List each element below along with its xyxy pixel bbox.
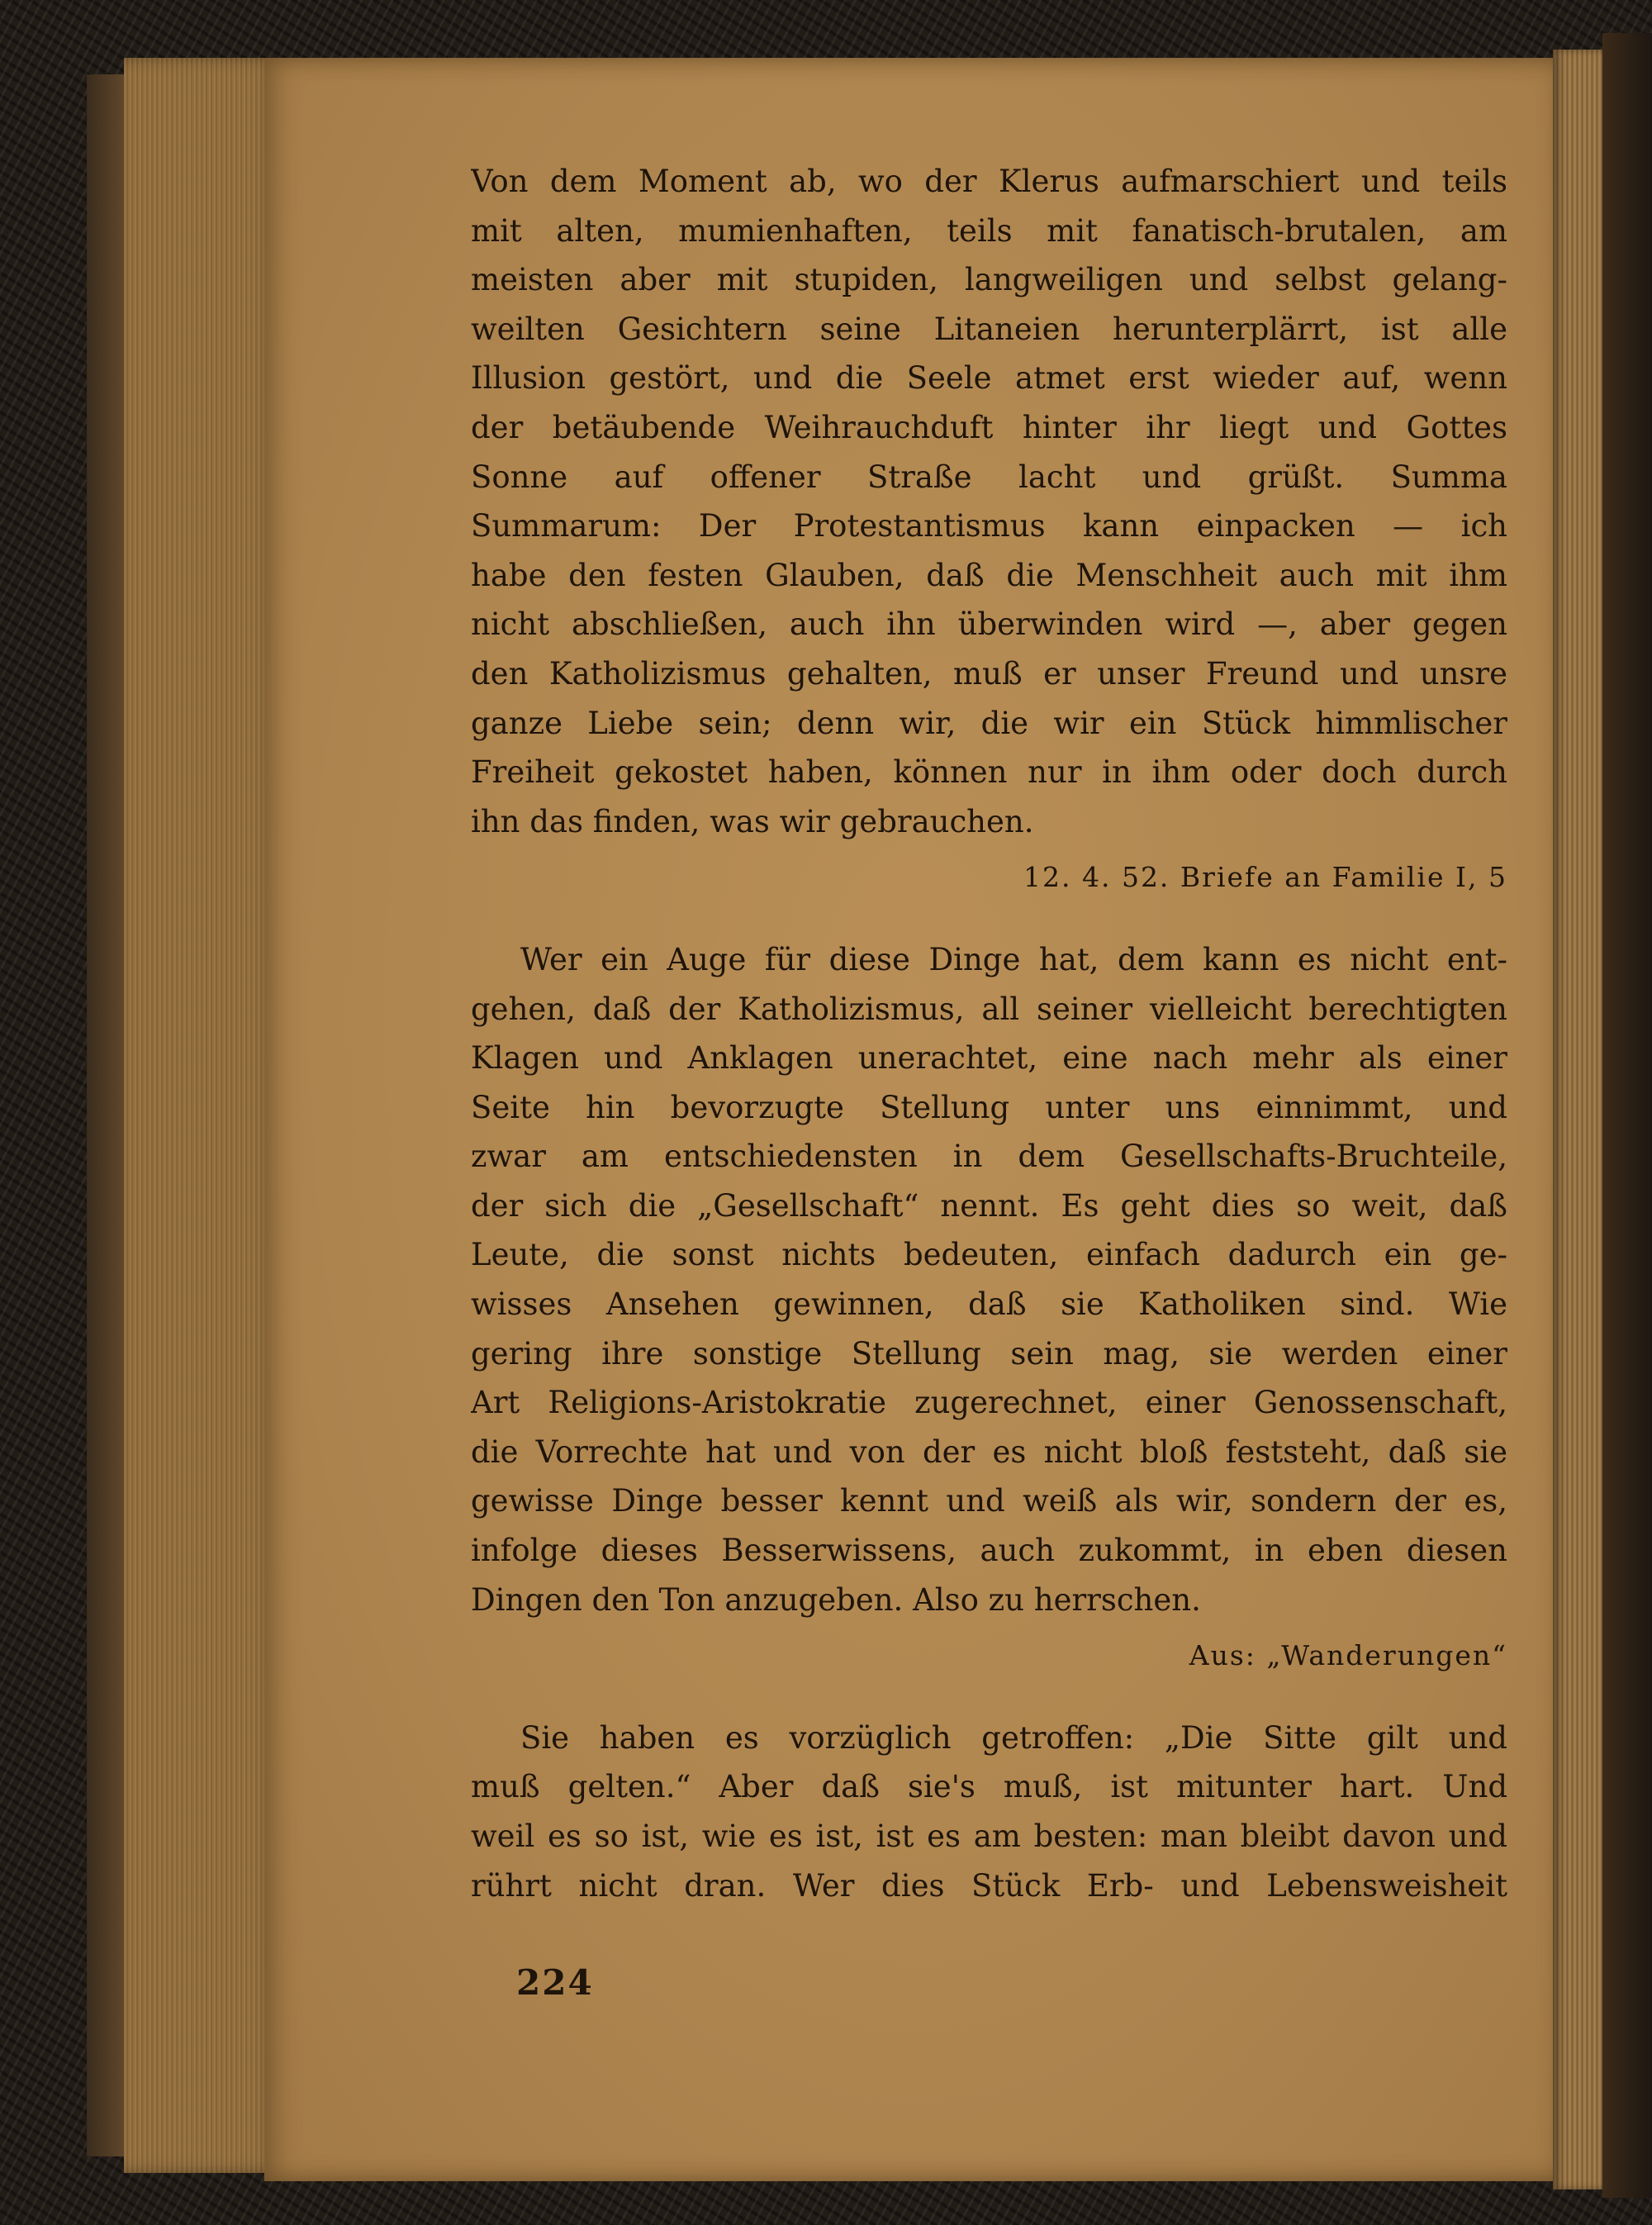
paragraph-2	[471, 935, 1507, 1624]
text-line: Sie haben es vorzüglich getroffen: „Die Sitte gilt und	[520, 1719, 1507, 1756]
text-line: Summarum: Der Protestantismus kann einpacken — ich	[471, 508, 1507, 544]
text-line: meisten aber mit stupiden, langweiligen und selbst gelang-	[471, 262, 1507, 298]
text-line: Klagen und Anklagen unerachtet, eine nach mehr als einer	[471, 1040, 1507, 1077]
page-text	[471, 157, 1507, 1910]
text-line: ihn das finden, was wir gebrauchen.	[471, 803, 1034, 839]
text-line: muß gelten.“ Aber daß sie's muß, ist mitunter hart. Und	[471, 1769, 1507, 1805]
page-edges-right	[1553, 50, 1602, 2189]
text-line: gewisse Dinge besser kennt und weiß als wir, sondern der es,	[471, 1483, 1507, 1519]
source-citation-1: 12. 4. 52. Briefe an Familie I, 5	[1023, 861, 1507, 894]
text-line: wisses Ansehen gewinnen, daß sie Katholiken sind. Wie	[471, 1286, 1507, 1323]
text-line: Von dem Moment ab, wo der Klerus aufmarschiert und teils	[471, 164, 1507, 199]
text-line: Leute, die sonst nichts bedeuten, einfach dadurch ein ge-	[471, 1237, 1507, 1273]
text-line: Freiheit gekostet haben, können nur in ihm oder doch durch	[471, 754, 1507, 791]
text-line: zwar am entschiedensten in dem Gesellschafts-Bruchteile,	[471, 1139, 1507, 1175]
book-cover-right	[1602, 33, 1652, 2198]
text-line: weil es so ist, wie es ist, ist es am besten: man bleibt davon und	[471, 1819, 1507, 1854]
text-line: die Vorrechte hat und von der es nicht bloß feststeht, daß sie	[471, 1433, 1507, 1470]
text-line: infolge dieses Besserwissens, auch zukommt, in eben diesen	[471, 1533, 1507, 1569]
page-edges-left	[124, 58, 281, 2173]
text-line: nicht abschließen, auch ihn überwinden wird —, aber gegen	[471, 606, 1507, 643]
text-line: Wer ein Auge für diese Dinge hat, dem kann es nicht ent-	[520, 941, 1507, 977]
text-line: gehen, daß der Katholizismus, all seiner vielleicht berechtigten	[471, 991, 1507, 1027]
text-line: habe den festen Glauben, daß die Menschheit auch mit ihm	[471, 557, 1507, 593]
text-line: ganze Liebe sein; denn wir, die wir ein Stück himmlischer	[471, 705, 1507, 741]
text-line: Sonne auf offener Straße lacht und grüßt. Summa	[471, 459, 1507, 495]
text-line: weilten Gesichtern seine Litaneien herunterplärrt, ist alle	[471, 311, 1507, 347]
text-line: den Katholizismus gehalten, muß er unser Freund und unsre	[471, 655, 1507, 692]
source-citation-2: Aus: „Wanderungen“	[1189, 1639, 1507, 1672]
paragraph-3	[471, 1714, 1507, 1910]
text-line: gering ihre sonstige Stellung sein mag, sie werden einer	[471, 1335, 1507, 1372]
text-line: Illusion gestört, und die Seele atmet erst wieder auf, wenn	[471, 360, 1507, 397]
paragraph-1	[471, 157, 1507, 846]
page-number: 224	[516, 1962, 594, 2003]
text-line: mit alten, mumienhaften, teils mit fanatisch-brutalen, am	[471, 212, 1507, 249]
text-line: der betäubende Weihrauchduft hinter ihr liegt und Gottes	[471, 409, 1507, 445]
text-line: der sich die „Gesellschaft“ nennt. Es geht dies so weit, daß	[471, 1187, 1507, 1224]
text-line: Dingen den Ton anzugeben. Also zu herrschen.	[471, 1581, 1201, 1618]
text-line: Seite hin bevorzugte Stellung unter uns einnimmt, und	[471, 1089, 1507, 1125]
text-line: rührt nicht dran. Wer dies Stück Erb- und Lebensweisheit	[471, 1867, 1507, 1904]
text-line: Art Religions-Aristokratie zugerechnet, einer Genossenschaft,	[471, 1385, 1507, 1421]
